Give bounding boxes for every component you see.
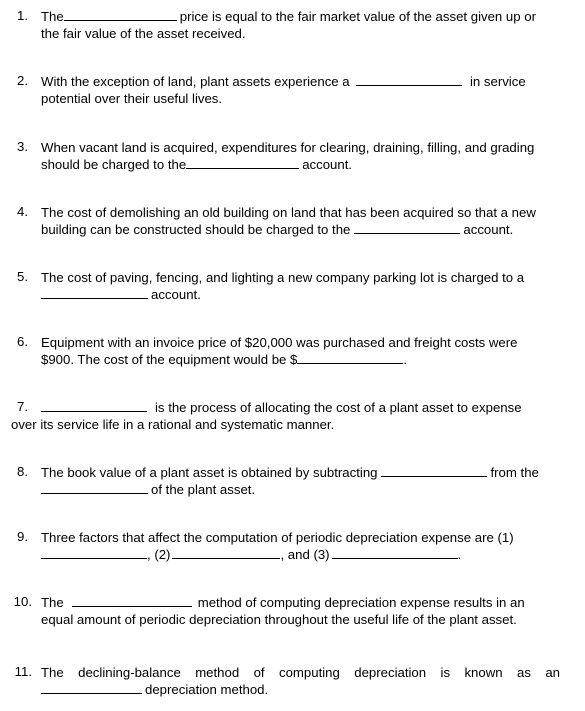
answer-blank[interactable] <box>64 8 177 21</box>
question-text: With the exception of land, plant assets experience a <box>41 74 350 89</box>
answer-blank[interactable] <box>72 594 192 607</box>
answer-blank[interactable] <box>41 481 148 494</box>
question-text: equal amount of periodic depreciation throughout the useful life of the plant asset. <box>41 612 517 627</box>
question-number: 7. <box>17 399 28 414</box>
question-text: should be charged to the <box>41 157 187 172</box>
question-text: is the process of allocating the cost of a plant asset to expense <box>155 400 522 415</box>
answer-blank[interactable] <box>172 546 280 559</box>
answer-blank[interactable] <box>41 546 147 559</box>
question-text: The <box>41 9 64 24</box>
answer-blank[interactable] <box>354 221 460 234</box>
question-number: 2. <box>17 73 28 88</box>
question-text: , (2) <box>147 547 171 562</box>
question-text: $900. The cost of the equipment would be $ <box>41 352 298 367</box>
question-text: Equipment with an invoice price of $20,000 was purchased and freight costs were <box>41 335 518 350</box>
answer-blank[interactable] <box>41 286 148 299</box>
question-number: 10. <box>13 594 32 609</box>
question-text: of the plant asset. <box>151 482 256 497</box>
answer-blank[interactable] <box>41 399 147 412</box>
question-number: 4. <box>17 204 28 219</box>
question-text: depreciation method. <box>145 682 269 697</box>
question-number: 9. <box>17 529 28 544</box>
question-text: method of computing depreciation expense results in an <box>197 595 525 610</box>
question-text: the fair value of the asset received. <box>41 26 246 41</box>
answer-blank[interactable] <box>356 73 462 86</box>
question-number: 6. <box>17 334 28 349</box>
question-number: 3. <box>17 139 28 154</box>
question-text: price is equal to the fair market value of the asset given up or <box>179 9 536 24</box>
question-text: The declining-balance method of computing depreciation is known as an <box>41 665 560 680</box>
question-text: account. <box>302 157 353 172</box>
question-text: potential over their useful lives. <box>41 91 223 106</box>
question-text: The <box>41 595 64 610</box>
question-text: , and (3) <box>280 547 330 562</box>
question-text: The cost of demolishing an old building on land that has been acquired so that a new <box>41 205 536 220</box>
question-text: . <box>403 352 408 367</box>
question-text: The cost of paving, fencing, and lighting a new company parking lot is charged to a <box>41 270 525 285</box>
question-text: over its service life in a rational and systematic manner. <box>11 417 335 432</box>
answer-blank[interactable] <box>381 464 487 477</box>
question-text: from the <box>490 465 539 480</box>
question-text: building can be constructed should be charged to the <box>41 222 351 237</box>
question-number: 11. <box>14 664 32 679</box>
question-text: The book value of a plant asset is obtained by subtracting <box>41 465 378 480</box>
question-text: When vacant land is acquired, expenditures for clearing, draining, filling, and grading <box>41 140 535 155</box>
question-text: in service <box>469 74 526 89</box>
answer-blank[interactable] <box>186 156 299 169</box>
question-number: 1. <box>17 8 28 23</box>
question-text: account. <box>463 222 514 237</box>
answer-blank[interactable] <box>332 546 458 559</box>
answer-blank[interactable] <box>297 351 403 364</box>
question-text: . <box>457 547 462 562</box>
question-number: 8. <box>17 464 28 479</box>
question-number: 5. <box>17 269 28 284</box>
question-text: account. <box>151 287 201 302</box>
answer-blank[interactable] <box>41 681 142 694</box>
question-text: Three factors that affect the computation of periodic depreciation expense are (1) <box>41 530 514 545</box>
